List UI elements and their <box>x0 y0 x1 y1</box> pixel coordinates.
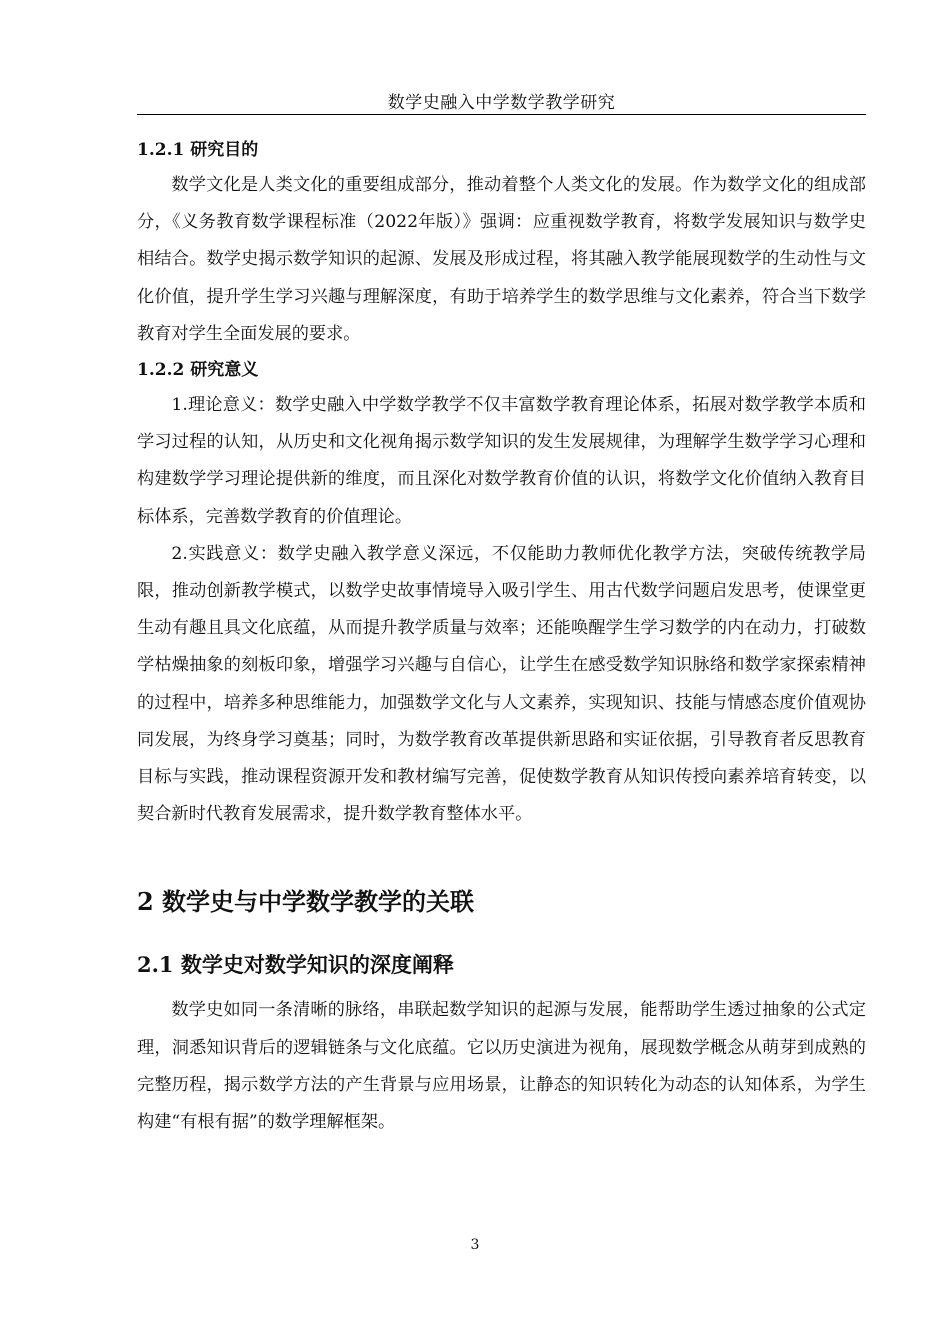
page-number: 3 <box>470 1237 480 1253</box>
paragraph-research-purpose: 数学文化是人类文化的重要组成部分，推动着整个人类文化的发展。作为数学文化的组成部分，《义务教育数学课程标准（2022年版）》强调：应重视数学教育，将数学发展知识与数学史相结合。数学史揭示数学知识的起源、发展及形成过程，将其融入教学能展现数学的生动性与文化价值，提升学生学习兴趣与理解深度，有助于培养学生的数学思维与文化素养，符合当下数学教育对学生全面发展的要求。 <box>137 175 866 344</box>
paragraph-practical-significance: 2.实践意义：数学史融入教学意义深远，不仅能助力教师优化教学方法，突破传统教学局限，推动创新教学模式，以数学史故事情境导入吸引学生、用古代数学问题启发思考，使课堂更生动有趣且具文化底蕴，从而提升教学质量与效率；还能唤醒学生学习数学的内在动力，打破数学枯燥抽象的刻板印象，增强学习兴趣与自信心，让学生在感受数学知识脉络和数学家探索精神的过程中，培养多种思维能力，加强数学文化与人文素养，实现知识、技能与情感态度价值观协同发展，为终身学习奠基；同时，为数学教育改革提供新思路和实证依据，引导教育者反思教育目标与实践，推动课程资源开发和教材编写完善，促使数学教育从知识传授向素养培育转变，以契合新时代教育发展需求，提升数学教育整体水平。 <box>137 543 866 825</box>
section-heading-1-2-2: 1.2.2 研究意义 <box>137 360 259 381</box>
section-heading-1-2-1: 1.2.1 研究目的 <box>137 140 259 160</box>
page-content <box>137 133 866 1141</box>
section-heading-2-1: 2.1 数学史对数学知识的深度阐释 <box>137 952 454 978</box>
running-header: 数学史融入中学数学教学研究 <box>387 93 616 113</box>
chapter-heading-2: 2 数学史与中学数学教学的关联 <box>137 887 475 917</box>
header-rule <box>137 114 866 115</box>
paragraph-theoretical-significance: 1.理论意义：数学史融入中学数学教学不仅丰富数学教育理论体系，拓展对数学教学本质和学习过程的认知，从历史和文化视角揭示数学知识的发生发展规律，为理解学生数学学习心理和构建数学学习理论提供新的维度，而且深化对数学教育价值的认识，将数学文化价值纳入教育目标体系，完善数学教育的价值理论。 <box>137 395 866 527</box>
paragraph-deep-interpretation: 数学史如同一条清晰的脉络，串联起数学知识的起源与发展，能帮助学生透过抽象的公式定理，洞悉知识背后的逻辑链条与文化底蕴。它以历史演进为视角，展现数学概念从萌芽到成熟的完整历程，揭示数学方法的产生背景与应用场景，让静态的知识转化为动态的认知体系，为学生构建“有根有据”的数学理解框架。 <box>137 1000 866 1133</box>
